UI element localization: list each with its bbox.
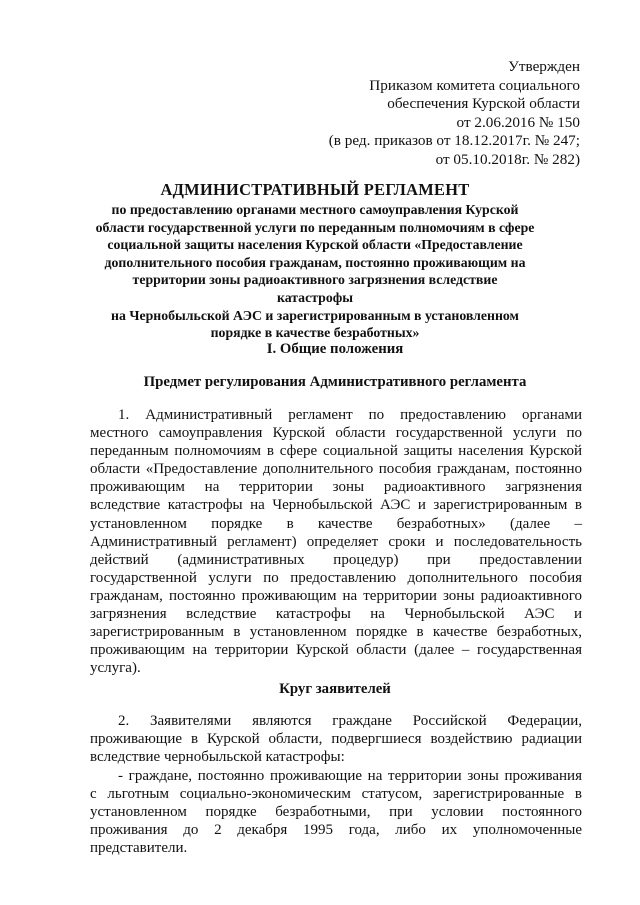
paragraph-line: проживания до 2 декабря 1995 года, либо их уполномоченные (90, 822, 582, 839)
approval-line: от 2.06.2016 № 150 (456, 113, 580, 131)
subsection-heading: Предмет регулирования Административного регламента (143, 374, 527, 390)
approval-line: Утвержден (508, 58, 580, 75)
approval-line: (в ред. приказов от 18.12.2017г. № 247; (328, 132, 580, 150)
paragraph-line: действий (административных процедур) при предоставлении (90, 551, 582, 568)
subtitle-line: по предоставлению органами местного самоуправления Курской (111, 202, 519, 217)
subtitle-line: порядке в качестве безработных» (210, 325, 420, 341)
paragraph-line: Административный регламент) определяет сроки и последовательность (90, 533, 582, 550)
document-title-block (95, 180, 535, 342)
paragraph-line: с льготным социально-экономическим статусом, зарегистрированные в (90, 786, 582, 803)
paragraph-line: представители. (90, 840, 188, 857)
approval-line: Приказом комитета социального (369, 76, 580, 94)
paragraph-line: государственной услуги по предоставлению дополнительного пособия (90, 569, 582, 586)
paragraph-line: проживающим на территории зоны радиоактивного загрязнения (90, 479, 582, 496)
paragraph-line: переданным полномочиям в сфере социальной защиты населения Курской (90, 443, 582, 460)
paragraph-line: 1. Административный регламент по предоставлению органами (118, 407, 582, 423)
paragraph-line: - граждане, постоянно проживающие на территории зоны проживания (118, 768, 582, 784)
paragraph-line: местного самоуправления Курской области государственной услуги по (90, 425, 582, 442)
approval-line: обеспечения Курской области (387, 95, 580, 113)
paragraph-3 (90, 767, 582, 857)
approval-line: от 05.10.2018г. № 282) (435, 150, 580, 168)
applicants-heading: Круг заявителей (279, 681, 391, 697)
paragraph-line: вследствие чернобыльской катастрофы: (90, 749, 345, 766)
paragraph-line: гражданам, постоянно проживающим на территории зоны радиоактивного (90, 587, 582, 604)
paragraph-line: проживающие в Курской области, подвергшиеся воздействию радиации (90, 731, 582, 748)
subtitle-line: на Чернобыльской АЭС и зарегистрированным в установленном (111, 307, 519, 323)
paragraph-line: проживающим на территории Курской области (далее – государственная (90, 642, 582, 659)
paragraph-2 (90, 712, 582, 766)
section-heading: I. Общие положения (266, 341, 404, 357)
subtitle-line: социальной защиты населения Курской области «Предоставление (107, 237, 523, 253)
document-subtitle (95, 201, 535, 342)
paragraph-line: области «Предоставление дополнительного пособия гражданам, постоянно (90, 461, 582, 478)
paragraph-line: установленном порядке в качестве безработных» (далее – (90, 515, 582, 532)
paragraph-line: 2. Заявителями являются граждане Российской Федерации, (118, 713, 582, 729)
paragraph-line: установленном порядке безработными, при условии постоянного (90, 804, 582, 821)
paragraph-line: загрязнения вследствие катастрофы на Чернобыльской АЭС и (90, 606, 582, 623)
paragraph-line: зарегистрированным в установленном порядке в качестве безработных, (90, 624, 582, 641)
paragraph-line: услуга). (90, 660, 141, 677)
subtitle-line: территории зоны радиоактивного загрязнения вследствие катастрофы (132, 272, 498, 305)
paragraph-line: вследствие катастрофы на Чернобыльской АЭС и зарегистрированным в (90, 497, 582, 514)
subtitle-line: области государственной услуги по переданным полномочиям в сфере (95, 219, 535, 235)
document-title: АДМИНИСТРАТИВНЫЙ РЕГЛАМЕНТ (160, 180, 470, 199)
paragraph-1 (90, 406, 582, 677)
approval-stamp (240, 58, 580, 170)
subtitle-line: дополнительного пособия гражданам, постоянно проживающим на (104, 254, 526, 270)
